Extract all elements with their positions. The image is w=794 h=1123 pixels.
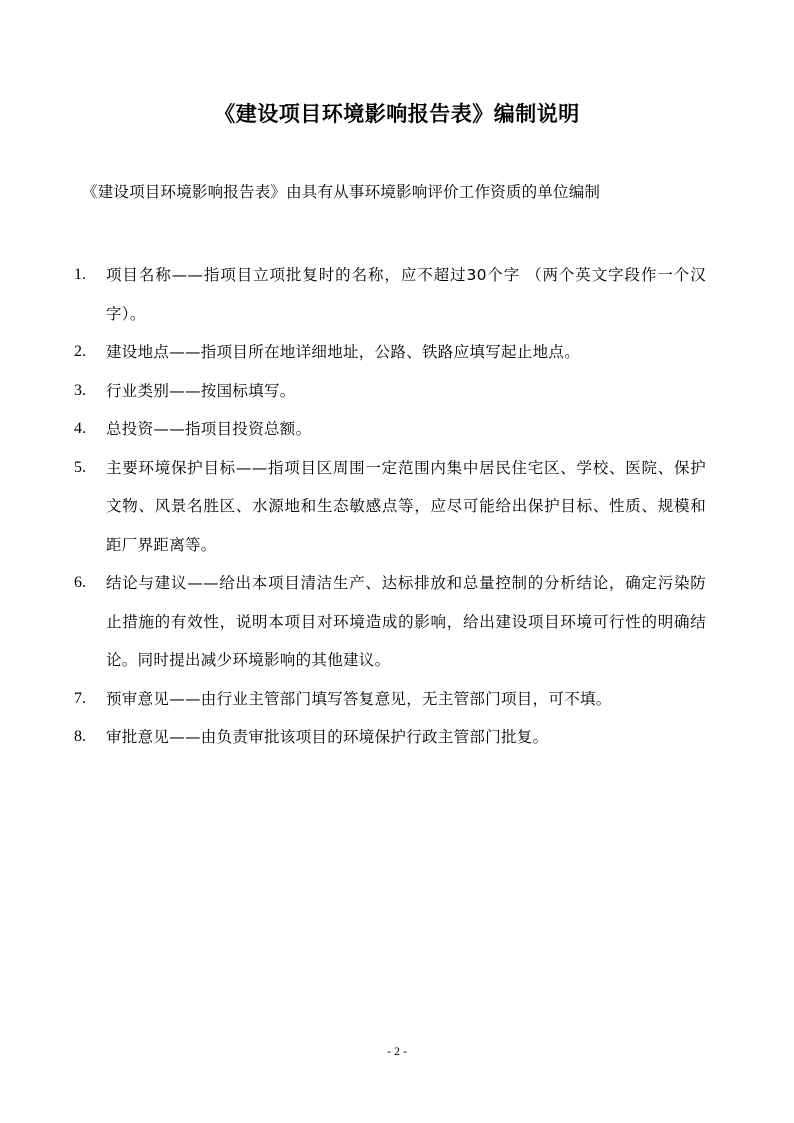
list-item bbox=[0, 449, 794, 565]
list-item-number: 3. bbox=[74, 381, 86, 399]
list-item bbox=[0, 256, 794, 333]
list-item-text: 项目名称——指项目立项批复时的名称，应不超过30个字 （两个英文字段作一个汉字）。 bbox=[106, 266, 706, 323]
list-item-text: 结论与建议——给出本项目清洁生产、达标排放和总量控制的分析结论，确定污染防止措施的有效性，说明本项目对环境造成的影响，给出建设项目环境可行性的明确结论。同时提出减少环境影响的其他建议。 bbox=[106, 574, 706, 669]
list-item-text: 主要环境保护目标——指项目区周围一定范围内集中居民住宅区、学校、医院、保护文物、风景名胜区、水源地和生态敏感点等，应尽可能给出保护目标、性质、规模和距厂界距离等。 bbox=[106, 458, 706, 554]
list-item bbox=[0, 333, 794, 372]
list-item bbox=[0, 718, 794, 757]
list-item-number: 1. bbox=[74, 266, 86, 283]
list-item-number: 8. bbox=[74, 728, 86, 745]
list-item bbox=[0, 372, 794, 411]
list-item bbox=[0, 410, 794, 449]
page-number: - 2 - bbox=[387, 1044, 407, 1058]
list-item-number: 7. bbox=[74, 689, 86, 707]
instruction-list bbox=[0, 256, 794, 757]
list-item-number: 6. bbox=[74, 574, 86, 591]
list-item-number: 2. bbox=[74, 343, 86, 360]
list-item bbox=[0, 680, 794, 719]
list-item-text: 预审意见——由行业主管部门填写答复意见，无主管部门项目，可不填。 bbox=[106, 689, 612, 708]
list-item-text: 总投资——指项目投资总额。 bbox=[106, 420, 312, 438]
list-item-number: 5. bbox=[74, 458, 86, 476]
list-item-text: 建设地点——指项目所在地详细地址，公路、铁路应填写起止地点。 bbox=[106, 343, 581, 361]
list-item-number: 4. bbox=[74, 420, 86, 437]
document-title: 《建设项目环境影响报告表》编制说明 bbox=[214, 102, 580, 126]
list-item-text: 审批意见——由负责审批该项目的环境保护行政主管部门批复。 bbox=[106, 728, 549, 746]
list-item bbox=[0, 564, 794, 680]
list-item-text: 行业类别——按国标填写。 bbox=[106, 381, 296, 400]
intro-paragraph: 《建设项目环境影响报告表》由具有从事环境影响评价工作资质的单位编制 bbox=[82, 183, 601, 201]
